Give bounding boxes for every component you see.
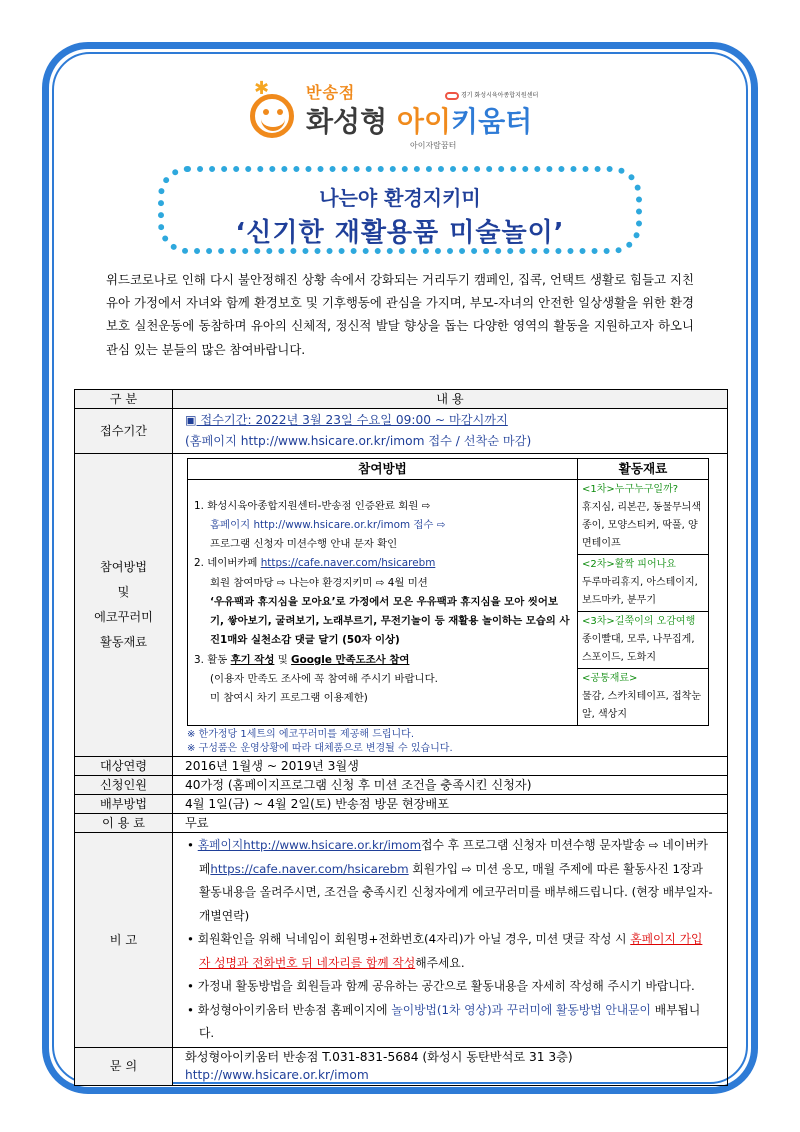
title-box xyxy=(158,166,642,254)
material-list xyxy=(578,480,709,726)
material-1: <1차>누구누구일까? 휴지심, 리본끈, 동물무늬색종이, 모양스티커, 딱풀, 양면테이프 xyxy=(578,480,708,555)
note-1: ※ 한가정당 1세트의 에코꾸러미를 제공해 드립니다. xyxy=(187,729,415,740)
reception-line1: ▣ 접수기간: 2022년 3월 23일 수요일 09:00 ~ 마감시까지 xyxy=(185,413,508,427)
age-value: 2016년 1월생 ~ 2019년 3월생 xyxy=(173,757,728,776)
method-steps: 1. 화성시육아종합지원센터-반송점 인증완료 회원 ⇨ 홈페이지 http://www.hsicare.or.kr/imom 접수 ⇨ 프로그램 신청자 미션수행 안내 문자 확인 2. 네이버카페 https://cafe.naver.com/hsicarebm 회원 참여마당 ⇨ 나는야 환경지키미 ⇨ 4월 미션 ‘우유팩과 휴지심을 모아요’로 가정에서 모은 우유팩과 휴지심을 모아 씻어보기, 쌓아보기, 굴려보기, 노래부르기, 무전기놀이 등 재활용 놀이하는 모습의 사진1매와 실천소감 댓글 달기 (50자 이상) 3. 활동 후기 작성 및 Google 만족도조사 참여 (이용자 만족도 조사에 꼭 참여해 주시기 바랍니다. 미 참여시 차기 프로그램 이용제한) xyxy=(188,480,578,726)
distribution-value: 4월 1일(금) ~ 4월 2일(토) 반송점 방문 현장배포 xyxy=(173,795,728,814)
material-common: <공통재료> 물감, 스카치테이프, 접착눈알, 색상지 xyxy=(582,673,701,720)
cafe-link[interactable]: https://cafe.naver.com/hsicarebm xyxy=(260,557,436,570)
row-label-method: 참여방법 및 에코꾸러미 활동재료 xyxy=(75,454,173,757)
partner-logo: 경기 화성시육아종합지원센터 xyxy=(445,90,538,100)
remarks-cell xyxy=(173,833,728,1048)
row-label-remarks: 비 고 xyxy=(75,833,173,1048)
material-2: <2차>활짝 피어나요 두루마리휴지, 아스테이지, 보드마카, 분무기 xyxy=(578,555,708,612)
remark-1: • 홈페이지http://www.hsicare.or.kr/imom접수 후 프로그램 신청자 미션수행 문자발송 ⇨ 네이버카페https://cafe.naver.com/hsicarebm 회원가입 ⇨ 미션 응모, 매월 주제에 따른 활동사진 1장과 활동내용을 올려주시면, 조건을 충족시킨 신청자에게 에코꾸러미를 배부해드립니다. (현장 배부일자-개별연락) xyxy=(187,834,713,928)
contact-line1: 화성형아이키움터 반송점 T.031-831-5684 (화성시 동탄반석로 31 3층) xyxy=(185,1050,573,1064)
fee-value: 무료 xyxy=(173,814,728,833)
contact-cell xyxy=(173,1047,728,1085)
row-label-reception: 접수기간 xyxy=(75,409,173,454)
logo-sub: 반송점 xyxy=(306,83,356,102)
row-label-count: 신청인원 xyxy=(75,776,173,795)
contact-url[interactable]: http://www.hsicare.or.kr/imom xyxy=(185,1068,369,1082)
method-inner-table xyxy=(187,458,709,726)
info-table xyxy=(74,389,728,1086)
logo-main: 화성형 아이키움터 xyxy=(306,105,533,138)
title-line2: ‘신기한 재활용품 미술놀이’ xyxy=(235,218,565,248)
header-category: 구 분 xyxy=(75,390,173,409)
remarks-list xyxy=(187,834,713,1046)
inner-header-material: 활동재료 xyxy=(578,459,709,480)
star-icon: ✱ xyxy=(254,78,270,99)
logo-tagline: 아이자람꿈터 xyxy=(410,141,457,150)
reception-line2: (홈페이지 http://www.hsicare.or.kr/imom 접수 / 선착순 마감) xyxy=(185,434,532,448)
count-value: 40가정 (홈페이지프로그램 신청 후 미션 조건을 충족시킨 신청자) xyxy=(173,776,728,795)
reception-cell xyxy=(173,409,728,454)
intro-paragraph: 위드코로나로 인해 다시 불안정해진 상황 속에서 강화되는 거리두기 캠페인, 집콕, 언택트 생활로 힘들고 지친 유아 가정에서 자녀와 함께 환경보호 및 기후행동에 관심을 가지며, 부모-자녀의 안전한 일상생활을 위한 환경보호 실천운동에 동참하며 유아의 신체적, 정신적 발달 향상을 돕는 다양한 영역의 활동을 지원하고자 하오니 관심 있는 분들의 많은 참여바랍니다. xyxy=(106,272,694,357)
header-content: 내 용 xyxy=(173,390,728,409)
inner-header-method: 참여방법 xyxy=(188,459,578,480)
row-label-distribution: 배부방법 xyxy=(75,795,173,814)
remark-2: • 회원확인을 위해 닉네임이 회원명+전화번호(4자리)가 아닐 경우, 미션 댓글 작성 시 홈페이지 가입자 성명과 전화번호 뒤 네자리를 함께 작성해주세요. xyxy=(187,928,713,975)
remark-4: • 화성형아이키움터 반송점 홈페이지에 놀이방법(1차 영상)과 꾸러미에 활동방법 안내문이 배부됩니다. xyxy=(187,999,713,1046)
smile-icon xyxy=(250,94,294,138)
row-label-contact: 문 의 xyxy=(75,1047,173,1085)
method-cell xyxy=(173,454,728,757)
row-label-age: 대상연령 xyxy=(75,757,173,776)
material-3: <3차>길쭉이의 오감여행 종이빨대, 모루, 나무집게, 스포이드, 도화지 xyxy=(578,612,708,669)
partner-mark-icon xyxy=(445,92,459,100)
title-line1: 나는야 환경지키미 xyxy=(319,186,481,210)
note-2: ※ 구성품은 운영상황에 따라 대체품으로 변경될 수 있습니다. xyxy=(187,743,453,754)
remark-3: • 가정내 활동방법을 회원들과 함께 공유하는 공간으로 활동내용을 자세히 작성해 주시기 바랍니다. xyxy=(187,975,713,999)
row-label-fee: 이 용 료 xyxy=(75,814,173,833)
